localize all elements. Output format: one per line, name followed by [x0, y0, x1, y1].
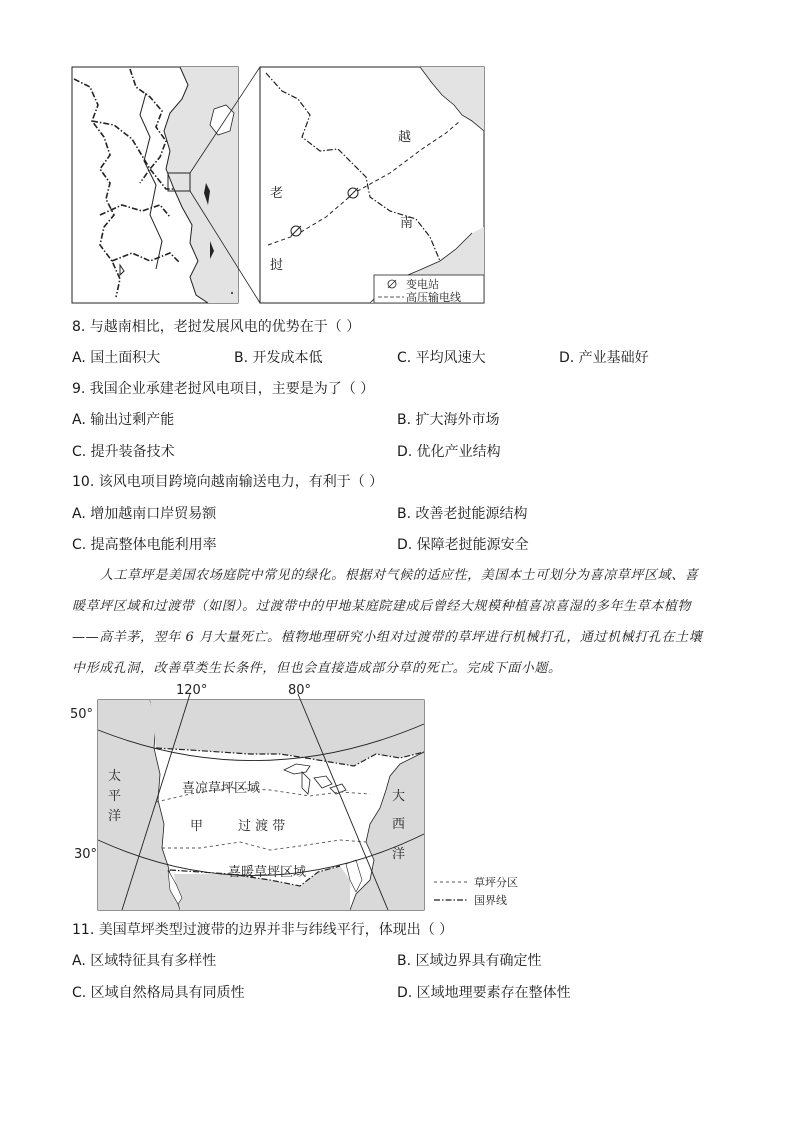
atlantic-char: 西 [392, 817, 406, 832]
question-10-stem: 10. 该风电项目跨境向越南输送电力，有利于（ ） [72, 474, 384, 490]
q8-option-a: A. 国土面积大 [72, 350, 161, 366]
q8-option-d: D. 产业基础好 [559, 350, 649, 366]
q9-option-b: B. 扩大海外市场 [397, 412, 500, 428]
laos-vietnam-map [70, 65, 486, 307]
map2-legend [434, 875, 518, 907]
lat-30-label: 30° [74, 847, 98, 862]
q10-option-c: C. 提高整体电能利用率 [72, 537, 217, 553]
atlantic-char: 洋 [392, 847, 406, 862]
question-8-stem: 8. 与越南相比，老挝发展风电的优势在于（ ） [72, 319, 361, 335]
question-9-stem: 9. 我国企业承建老挝风电项目，主要是为了（ ） [72, 381, 375, 397]
q11-option-c: C. 区域自然格局具有同质性 [72, 985, 245, 1001]
q9-option-a: A. 输出过剩产能 [72, 412, 175, 428]
q10-option-d: D. 保障老挝能源安全 [397, 537, 529, 553]
substation-icon [291, 226, 301, 236]
warm-region-label: 喜暖草坪区域 [228, 865, 307, 880]
jia-label: 甲 [190, 819, 204, 834]
pacific-char: 太 [108, 769, 122, 784]
atlantic-char: 大 [392, 789, 406, 804]
us-lawn-map [70, 684, 540, 914]
legend-line-label: 高压输电线 [406, 291, 461, 304]
lon-120-label: 120° [176, 684, 208, 698]
question-11-stem: 11. 美国草坪类型过渡带的边界并非与纬线平行，体现出（ ） [72, 922, 454, 938]
detail-map [260, 67, 484, 304]
q11-option-d: D. 区域地理要素存在整体性 [397, 985, 571, 1001]
q9-option-d: D. 优化产业结构 [397, 444, 501, 460]
pacific-char: 洋 [108, 809, 122, 824]
lat-50-label: 50° [70, 707, 94, 722]
passage-line: 中形成孔洞，改善草类生长条件，但也会直接造成部分草的死亡。完成下面小题。 [72, 661, 562, 676]
passage-line: ——高羊茅，翌年 6 月大量死亡。植物地理研究小组对过渡带的草坪进行机械打孔，通过机械打孔在土壤 [72, 630, 703, 645]
passage-line: 人工草坪是美国农场庭院中常见的绿化。根据对气候的适应性，美国本土可划分为喜凉草坪区域、喜 [100, 568, 699, 583]
substation-icon [348, 188, 358, 198]
q11-option-a: A. 区域特征具有多样性 [72, 953, 217, 969]
legend-border-label: 国界线 [474, 894, 507, 907]
transition-label: 过 渡 带 [238, 819, 286, 834]
q9-option-c: C. 提升装备技术 [72, 444, 175, 460]
q8-option-b: B. 开发成本低 [234, 350, 323, 366]
passage [72, 560, 724, 684]
q10-option-a: A. 增加越南口岸贸易额 [72, 506, 217, 522]
label-lao: 老 [270, 186, 284, 201]
q10-option-b: B. 改善老挝能源结构 [397, 506, 528, 522]
passage-line: 暖草坪区域和过渡带（如图）。过渡带中的甲地某庭院建成后曾经大规模种植喜凉喜湿的多年生草本植物 [72, 599, 692, 614]
legend-zone-label: 草坪分区 [474, 876, 518, 889]
overview-map [72, 67, 238, 303]
q8-option-c: C. 平均风速大 [397, 350, 486, 366]
q11-option-b: B. 区域边界具有确定性 [397, 953, 542, 969]
cool-region-label: 喜凉草坪区域 [182, 781, 261, 796]
label-wo: 挝 [270, 258, 284, 273]
lon-80-label: 80° [288, 684, 312, 698]
map1-legend [374, 275, 484, 304]
pacific-char: 平 [108, 789, 122, 804]
label-yue: 越 [398, 130, 412, 145]
label-nan: 南 [400, 216, 414, 231]
legend-station-label: 变电站 [406, 278, 439, 291]
